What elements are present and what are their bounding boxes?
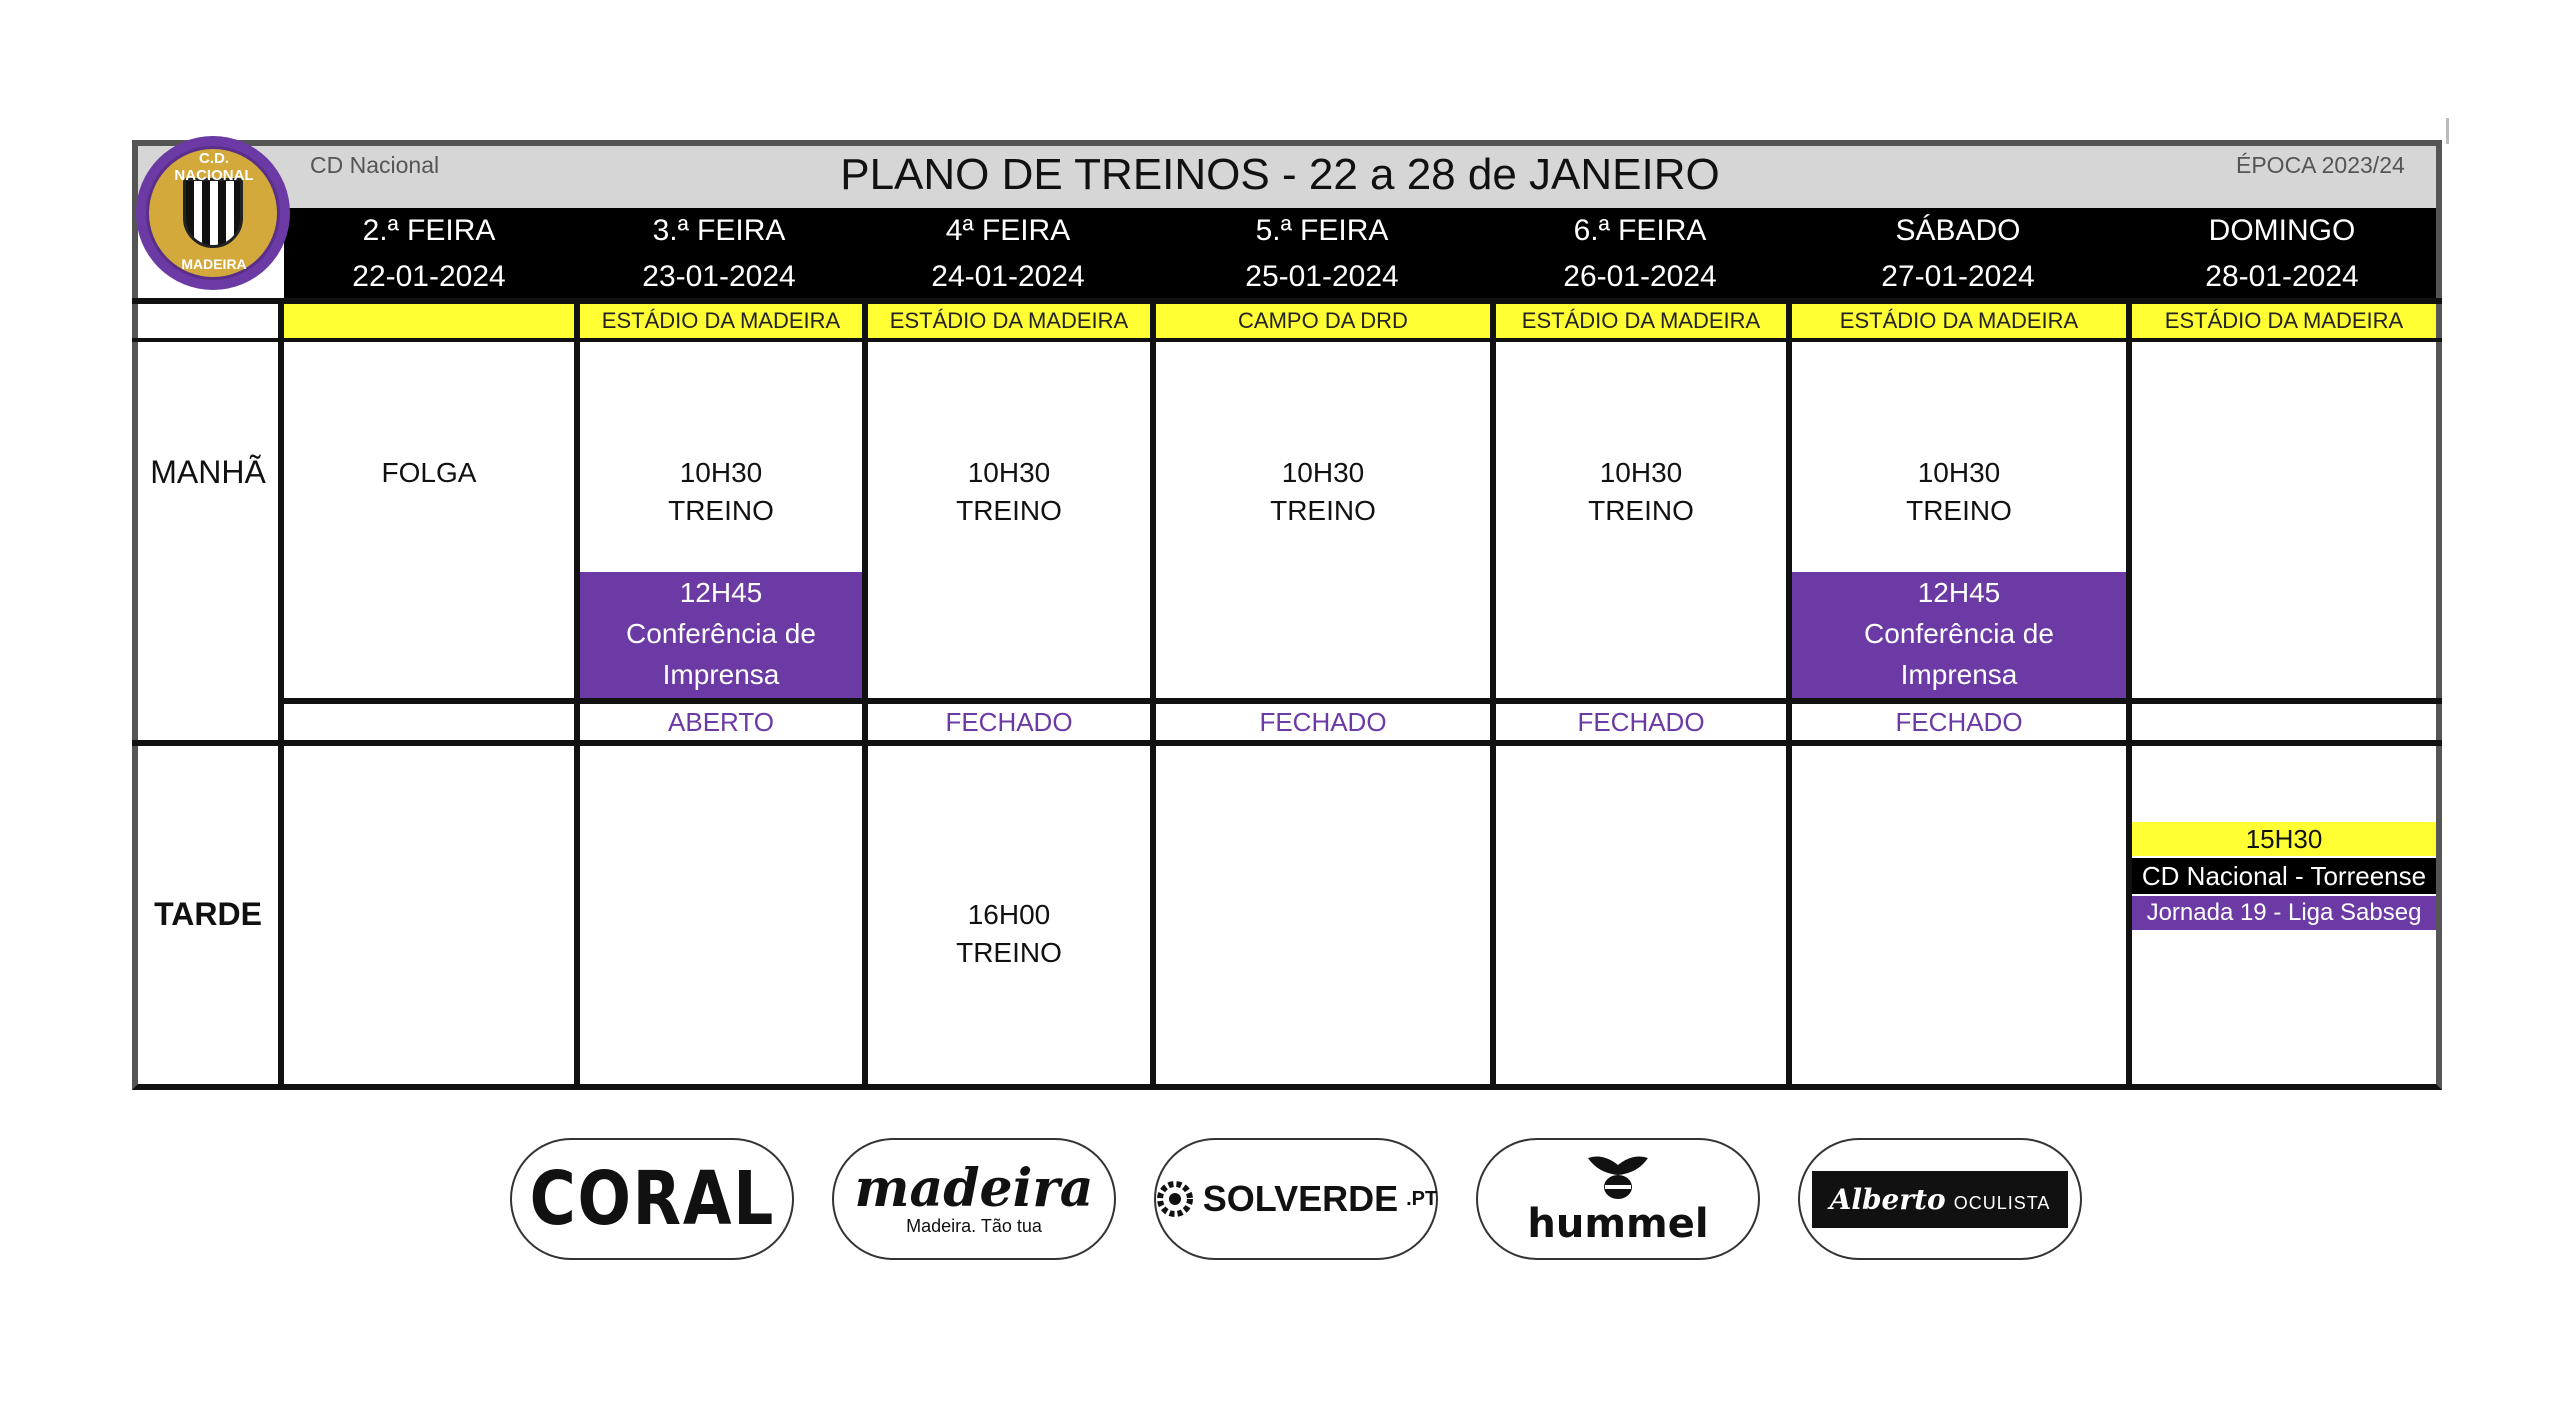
page-title: PLANO DE TREINOS - 22 a 28 de JANEIRO — [840, 150, 1720, 199]
day-header-fri: 6.ª FEIRA 26-01-2024 — [1563, 214, 1717, 293]
solverde-logo: SOLVERDE .PT — [1155, 1178, 1438, 1220]
status-thu: FECHADO — [1259, 707, 1387, 737]
game-league: Jornada 19 - Liga Sabseg — [2132, 896, 2436, 930]
row-label-afternoon: TARDE — [154, 896, 262, 932]
location-tue: ESTÁDIO DA MADEIRA — [580, 304, 862, 338]
coral-logo: CORAL — [529, 1156, 775, 1242]
status-sat: FECHADO — [1895, 707, 2023, 737]
madeira-logo: madeira — [854, 1157, 1094, 1219]
day-header-mon: 2.ª FEIRA 22-01-2024 — [352, 214, 506, 293]
press-conference-tue: 12H45 Conferência de Imprensa — [580, 572, 862, 698]
sponsor-madeira — [832, 1138, 1116, 1260]
location-rule — [132, 338, 2442, 342]
morning-mon: FOLGA — [381, 457, 477, 488]
game-time: 15H30 — [2132, 822, 2436, 856]
solverde-sun-icon — [1155, 1179, 1195, 1219]
location-mon — [284, 304, 574, 338]
day-header-sun: DOMINGO 28-01-2024 — [2205, 214, 2359, 293]
morning-fri: 10H30 TREINO — [1588, 457, 1694, 526]
hummel-logo: hummel — [1527, 1201, 1709, 1247]
alberto-logo: Alberto OCULISTA — [1812, 1171, 2069, 1228]
club-shield-icon — [183, 178, 243, 248]
morning-wed: 10H30 TREINO — [956, 457, 1062, 526]
col-divider-6 — [2126, 298, 2132, 1090]
location-sun: ESTÁDIO DA MADEIRA — [2132, 304, 2436, 338]
status-wed: FECHADO — [945, 707, 1073, 737]
status-tue: ABERTO — [668, 707, 774, 737]
day-header-sat: SÁBADO 27-01-2024 — [1881, 214, 2035, 293]
press-conference-sat: 12H45 Conferência de Imprensa — [1792, 572, 2126, 698]
day-header-tue: 3.ª FEIRA 23-01-2024 — [642, 214, 796, 293]
row-label-morning: MANHÃ — [150, 454, 266, 490]
day-header-wed: 4ª FEIRA 24-01-2024 — [931, 214, 1085, 293]
game-teams: CD Nacional - Torreense — [2132, 858, 2436, 894]
status-fri: FECHADO — [1577, 707, 1705, 737]
morning-thu: 10H30 TREINO — [1270, 457, 1376, 526]
sponsor-alberto — [1798, 1138, 2082, 1260]
logo-text-bottom: MADEIRA — [181, 256, 247, 272]
day-header-thu: 5.ª FEIRA 25-01-2024 — [1245, 214, 1399, 293]
col-divider-3 — [1150, 298, 1156, 1090]
sponsor-coral — [510, 1138, 794, 1260]
club-name: CD Nacional — [310, 152, 440, 178]
sponsor-solverde — [1154, 1138, 1438, 1260]
location-thu: CAMPO DA DRD — [1156, 304, 1490, 338]
madeira-tagline: Madeira. Tão tua — [906, 1215, 1042, 1236]
col-divider-0 — [278, 298, 284, 1090]
col-divider-4 — [1490, 298, 1496, 1090]
morning-sat: 10H30 TREINO — [1906, 457, 2012, 526]
location-wed: ESTÁDIO DA MADEIRA — [868, 304, 1150, 338]
edge-mark — [2446, 118, 2449, 144]
morning-tue: 10H30 TREINO — [668, 457, 774, 526]
logo-text-top: C.D. NACIONAL — [174, 150, 254, 184]
location-fri: ESTÁDIO DA MADEIRA — [1496, 304, 1786, 338]
sponsor-hummel — [1476, 1138, 1760, 1260]
afternoon-wed: 16H00 TREINO — [956, 899, 1062, 968]
season-label: ÉPOCA 2023/24 — [2236, 152, 2405, 178]
hummel-bee-icon — [1583, 1153, 1653, 1203]
location-sat: ESTÁDIO DA MADEIRA — [1792, 304, 2126, 338]
afternoon-rule — [132, 740, 2442, 746]
